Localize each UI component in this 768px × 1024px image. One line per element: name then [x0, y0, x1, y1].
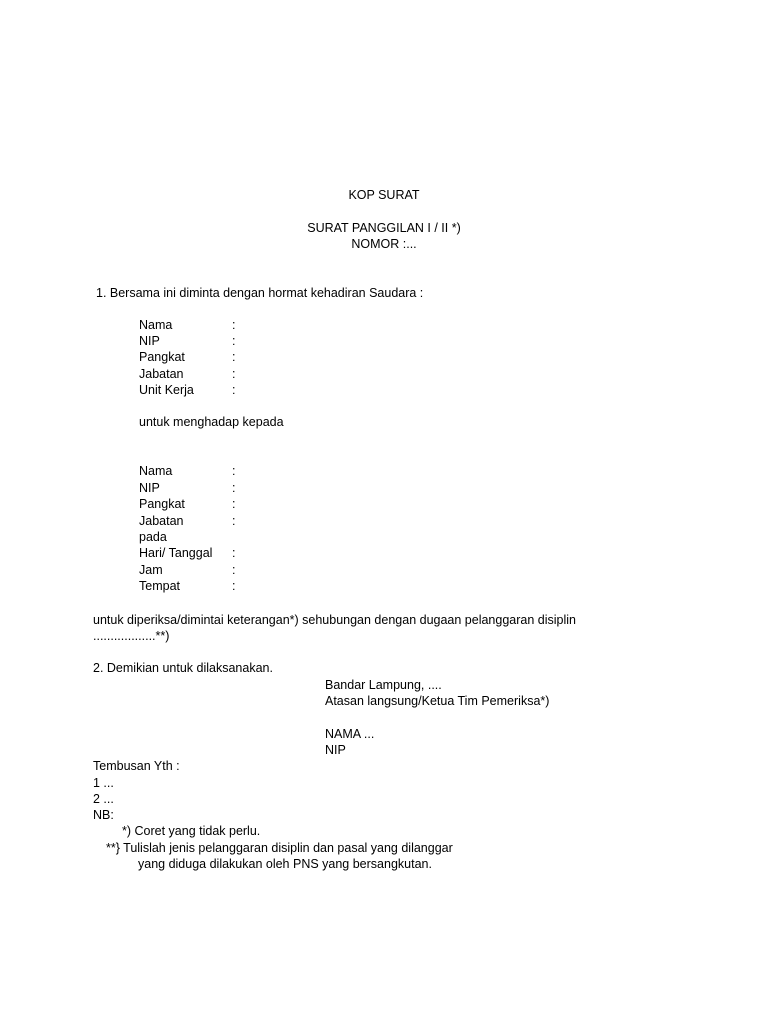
- tembusan-heading: Tembusan Yth :: [93, 759, 180, 773]
- field-colon: :: [232, 563, 236, 577]
- purpose-text: untuk diperiksa/dimintai keterangan*) sehubungan dengan dugaan pelanggaran disiplin: [93, 613, 576, 627]
- field-label-tempat: Tempat: [139, 579, 180, 593]
- field-colon: :: [232, 334, 236, 348]
- field-colon: :: [232, 579, 236, 593]
- letterhead-placeholder: KOP SURAT: [348, 188, 420, 202]
- notes-heading: NB:: [93, 808, 114, 822]
- purpose-text-continued: ..................**): [93, 629, 170, 643]
- letter-title: SURAT PANGGILAN I / II *): [307, 221, 461, 235]
- field-colon: :: [232, 350, 236, 364]
- field-colon: :: [232, 481, 236, 495]
- field-label-pada: pada: [139, 530, 167, 544]
- signature-name: NAMA ...: [325, 727, 375, 741]
- field-colon: :: [232, 383, 236, 397]
- field-colon: :: [232, 464, 236, 478]
- note-2: **} Tulislah jenis pelanggaran disiplin dan pasal yang dilanggar: [106, 841, 453, 855]
- field-label-jam: Jam: [139, 563, 163, 577]
- tembusan-item: 2 ...: [93, 792, 114, 806]
- signature-place-date: Bandar Lampung, ....: [325, 678, 442, 692]
- field-label-unit-kerja: Unit Kerja: [139, 383, 194, 397]
- field-label-nip: NIP: [139, 334, 160, 348]
- signature-nip: NIP: [325, 743, 346, 757]
- field-colon: :: [232, 514, 236, 528]
- field-label-nip: NIP: [139, 481, 160, 495]
- field-colon: :: [232, 546, 236, 560]
- tembusan-item: 1 ...: [93, 776, 114, 790]
- field-label-jabatan: Jabatan: [139, 514, 184, 528]
- field-label-hari-tanggal: Hari/ Tanggal: [139, 546, 213, 560]
- field-colon: :: [232, 367, 236, 381]
- field-colon: :: [232, 318, 236, 332]
- note-2-continued: yang diduga dilakukan oleh PNS yang bersangkutan.: [138, 857, 432, 871]
- signature-position: Atasan langsung/Ketua Tim Pemeriksa*): [325, 694, 550, 708]
- section-1-intro: 1. Bersama ini diminta dengan hormat kehadiran Saudara :: [96, 286, 424, 300]
- field-label-nama: Nama: [139, 318, 173, 332]
- menghadap-text: untuk menghadap kepada: [139, 415, 284, 429]
- field-label-pangkat: Pangkat: [139, 350, 185, 364]
- field-label-nama: Nama: [139, 464, 173, 478]
- note-1: *) Coret yang tidak perlu.: [122, 824, 261, 838]
- letter-number: NOMOR :...: [351, 237, 417, 251]
- section-2-closing: 2. Demikian untuk dilaksanakan.: [93, 661, 273, 675]
- field-label-jabatan: Jabatan: [139, 367, 184, 381]
- field-colon: :: [232, 497, 236, 511]
- field-label-pangkat: Pangkat: [139, 497, 185, 511]
